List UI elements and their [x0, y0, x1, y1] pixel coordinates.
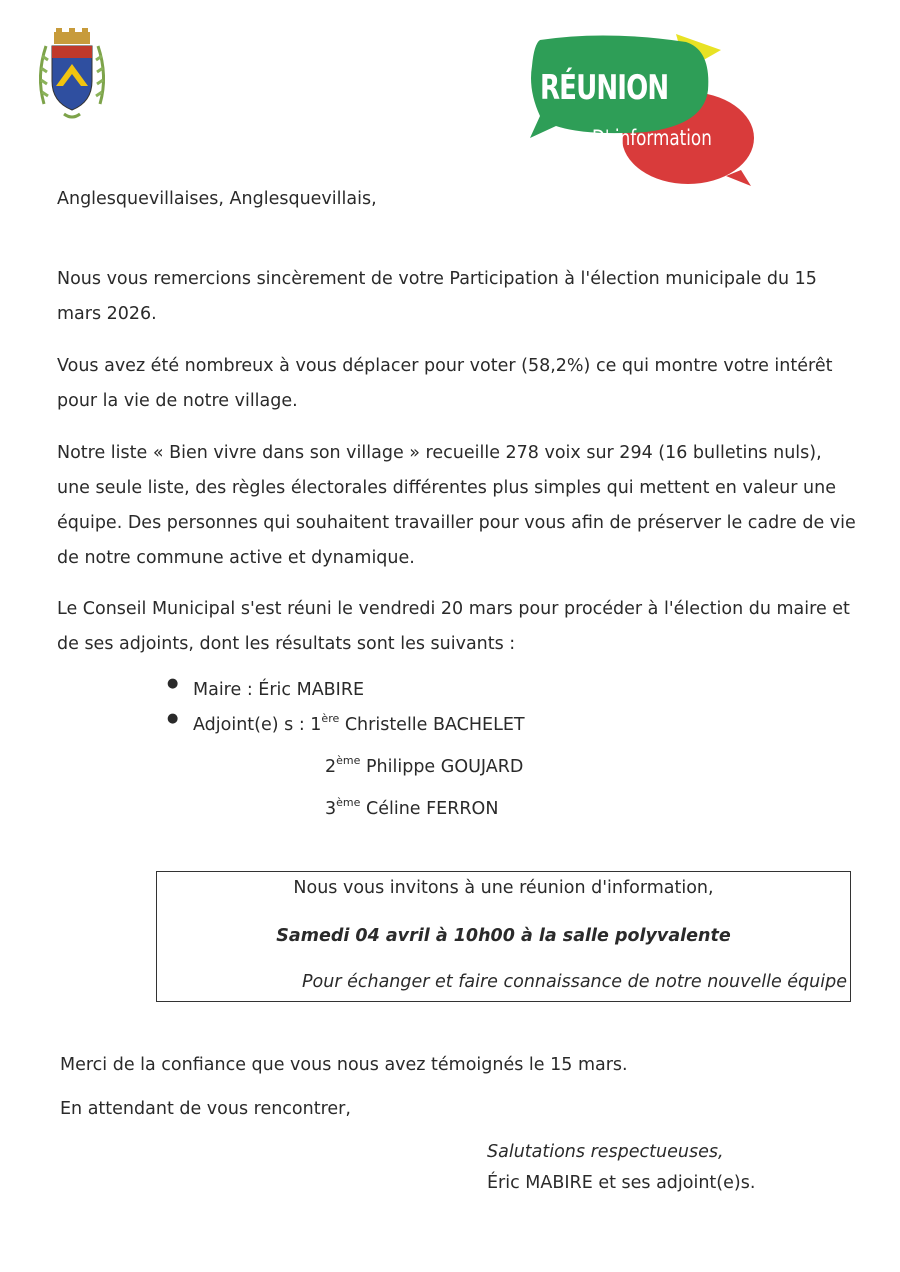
closing-thanks: Merci de la confiance que vous nous avez témoignés le 15 mars.	[60, 1055, 628, 1075]
reunion-information-logo	[526, 30, 756, 186]
paragraph-thanks: Nous vous remercions sincèrement de votre Participation à l'élection municipale du 15 mars 2026.	[57, 269, 817, 324]
deputy-name: Céline FERRON	[365, 799, 499, 819]
deputy-item-1	[193, 710, 525, 740]
deputy-name: Philippe GOUJARD	[365, 757, 524, 777]
mayor-label: Maire :	[193, 680, 259, 700]
village-crest	[34, 26, 110, 122]
deputy-rank: 2	[325, 757, 337, 777]
logo-subtitle: D' information	[592, 126, 712, 150]
deputy-rank-suffix: ème	[336, 796, 361, 809]
invitation-line-1: Nous vous invitons à une réunion d'information,	[293, 878, 714, 898]
paragraph-list-results: Notre liste « Bien vivre dans son village » recueille 278 voix sur 294 (16 bulletins nuls), une seule liste, des règles électorales différentes plus simples qui mettent en valeur une équipe. Des personnes qui souhaitent travailler pour vous afin de préserver le cadre de vie de notre commune active et dynamique.	[57, 443, 856, 568]
greeting: Anglesquevillaises, Anglesquevillais,	[57, 189, 377, 209]
paragraph-turnout: Vous avez été nombreux à vous déplacer pour voter (58,2%) ce qui montre votre intérêt pour la vie de notre village.	[57, 356, 833, 411]
salutation: Salutations respectueuses,	[487, 1142, 724, 1162]
bullet-icon: ●	[167, 676, 179, 691]
deputy-item-3	[325, 794, 498, 824]
deputy-rank-suffix: ème	[336, 754, 361, 767]
signature: Éric MABIRE et ses adjoint(e)s.	[487, 1173, 756, 1193]
deputy-name: Christelle BACHELET	[344, 715, 525, 735]
deputy-rank-suffix: ère	[321, 712, 340, 725]
mayor-name: Éric MABIRE	[258, 680, 365, 700]
deputies-label: Adjoint(e) s :	[193, 715, 311, 735]
invitation-box	[156, 871, 851, 1002]
deputy-item-2	[325, 752, 523, 782]
logo-title: RÉUNION	[540, 68, 669, 108]
deputy-rank: 3	[325, 799, 337, 819]
closing-waiting: En attendant de vous rencontrer,	[60, 1099, 351, 1119]
invitation-date: Samedi 04 avril à 10h00 à la salle polyvalente	[276, 926, 731, 946]
bullet-icon: ●	[167, 711, 179, 726]
invitation-line-3: Pour échanger et faire connaissance de notre nouvelle équipe	[302, 972, 847, 992]
paragraph-council: Le Conseil Municipal s'est réuni le vendredi 20 mars pour procéder à l'élection du maire et de ses adjoints, dont les résultats sont les suivants :	[57, 599, 850, 654]
deputy-rank: 1	[310, 715, 322, 735]
mayor-item	[193, 675, 364, 705]
